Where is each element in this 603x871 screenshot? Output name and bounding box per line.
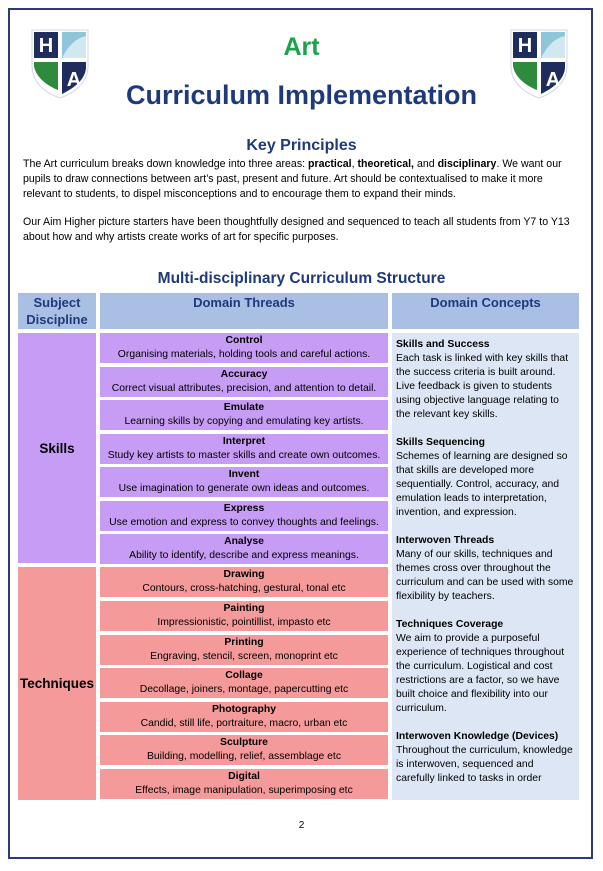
logo-letter-h: H (38, 35, 54, 57)
concept-title: Interwoven Threads (396, 535, 495, 546)
concept-description: Schemes of learning are designed so that skills are developed more sequentially. Control, accuracy, and emulation leads to interpretation, invention, and expression. (396, 451, 568, 518)
structure-heading: Multi-disciplinary Curriculum Structure (157, 270, 446, 287)
concept-title: Skills Sequencing (396, 437, 485, 448)
logo-letter-a: A (66, 69, 82, 91)
concept-description: We aim to provide a purposeful experience of techniques throughout the curriculum. Logistical and cost restrictions are a factor, so we have built choice and flexibility into our curriculum. (396, 633, 565, 714)
column-header-threads: Domain Threads (100, 293, 388, 329)
thread-painting: Painting Impressionistic, pointillist, impasto etc (100, 601, 388, 631)
subject-title: Art (283, 33, 320, 61)
thread-accuracy: Accuracy Correct visual attributes, precision, and attention to detail. (100, 367, 388, 397)
key-principles-paragraph-2: Our Aim Higher picture starters have been thoughtfully designed and sequenced to teach all students from Y7 to Y13 about how and why artists create works of art for specific purposes. (23, 216, 570, 243)
concept-title: Skills and Success (396, 339, 490, 350)
thread-drawing: Drawing Contours, cross-hatching, gestural, tonal etc (100, 567, 388, 597)
logo-letter-a: A (545, 69, 561, 91)
thread-invent: Invent Use imagination to generate own ideas and outcomes. (100, 467, 388, 497)
thread-express: Express Use emotion and express to convey thoughts and feelings. (100, 501, 388, 531)
thread-sculpture: Sculpture Building, modelling, relief, assemblage etc (100, 735, 388, 765)
key-principles-paragraph-1: The Art curriculum breaks down knowledge into three areas: practical, theoretical, and disciplinary. We want our pupils to draw connections between art’s past, present and future. Art should be contextualised to make it more relevant to students, to dispel misconceptions and to encourage them to expand their minds. (23, 158, 562, 200)
page-number: 2 (298, 820, 305, 831)
discipline-skills: Skills (18, 333, 96, 563)
thread-emulate: Emulate Learning skills by copying and emulating key artists. (100, 400, 388, 430)
concept-title: Interwoven Knowledge (Devices) (396, 731, 559, 742)
concept-title: Techniques Coverage (396, 619, 504, 630)
column-header-concepts: Domain Concepts (392, 293, 579, 329)
column-header-subject: Subject Discipline (18, 293, 96, 329)
key-principles-heading: Key Principles (246, 137, 357, 154)
concept-description: Many of our skills, techniques and themes cross over throughout the curriculum and can be used with some flexibility by teachers. (396, 549, 574, 602)
thread-analyse: Analyse Ability to identify, describe and express meanings. (100, 534, 388, 564)
concept-description: Throughout the curriculum, knowledge is interwoven, sequenced and carefully linked to tasks in order (396, 745, 573, 784)
thread-digital: Digital Effects, image manipulation, superimposing etc (100, 769, 388, 799)
domain-concepts-panel (392, 333, 579, 800)
thread-control: Control Organising materials, holding tools and careful actions. (100, 333, 388, 363)
page-title: Curriculum Implementation (125, 80, 478, 110)
thread-printing: Printing Engraving, stencil, screen, monoprint etc (100, 635, 388, 665)
discipline-techniques: Techniques (18, 567, 96, 800)
logo-letter-h: H (517, 35, 533, 57)
thread-interpret: Interpret Study key artists to master skills and create own outcomes. (100, 434, 388, 464)
thread-collage: Collage Decollage, joiners, montage, papercutting etc (100, 668, 388, 698)
concept-description: Each task is linked with key skills that the success criteria is built around. Live feedback is given to students using objective language relating to the relevant key skills. (396, 353, 569, 420)
thread-photography: Photography Candid, still life, portraiture, macro, urban etc (100, 702, 388, 732)
